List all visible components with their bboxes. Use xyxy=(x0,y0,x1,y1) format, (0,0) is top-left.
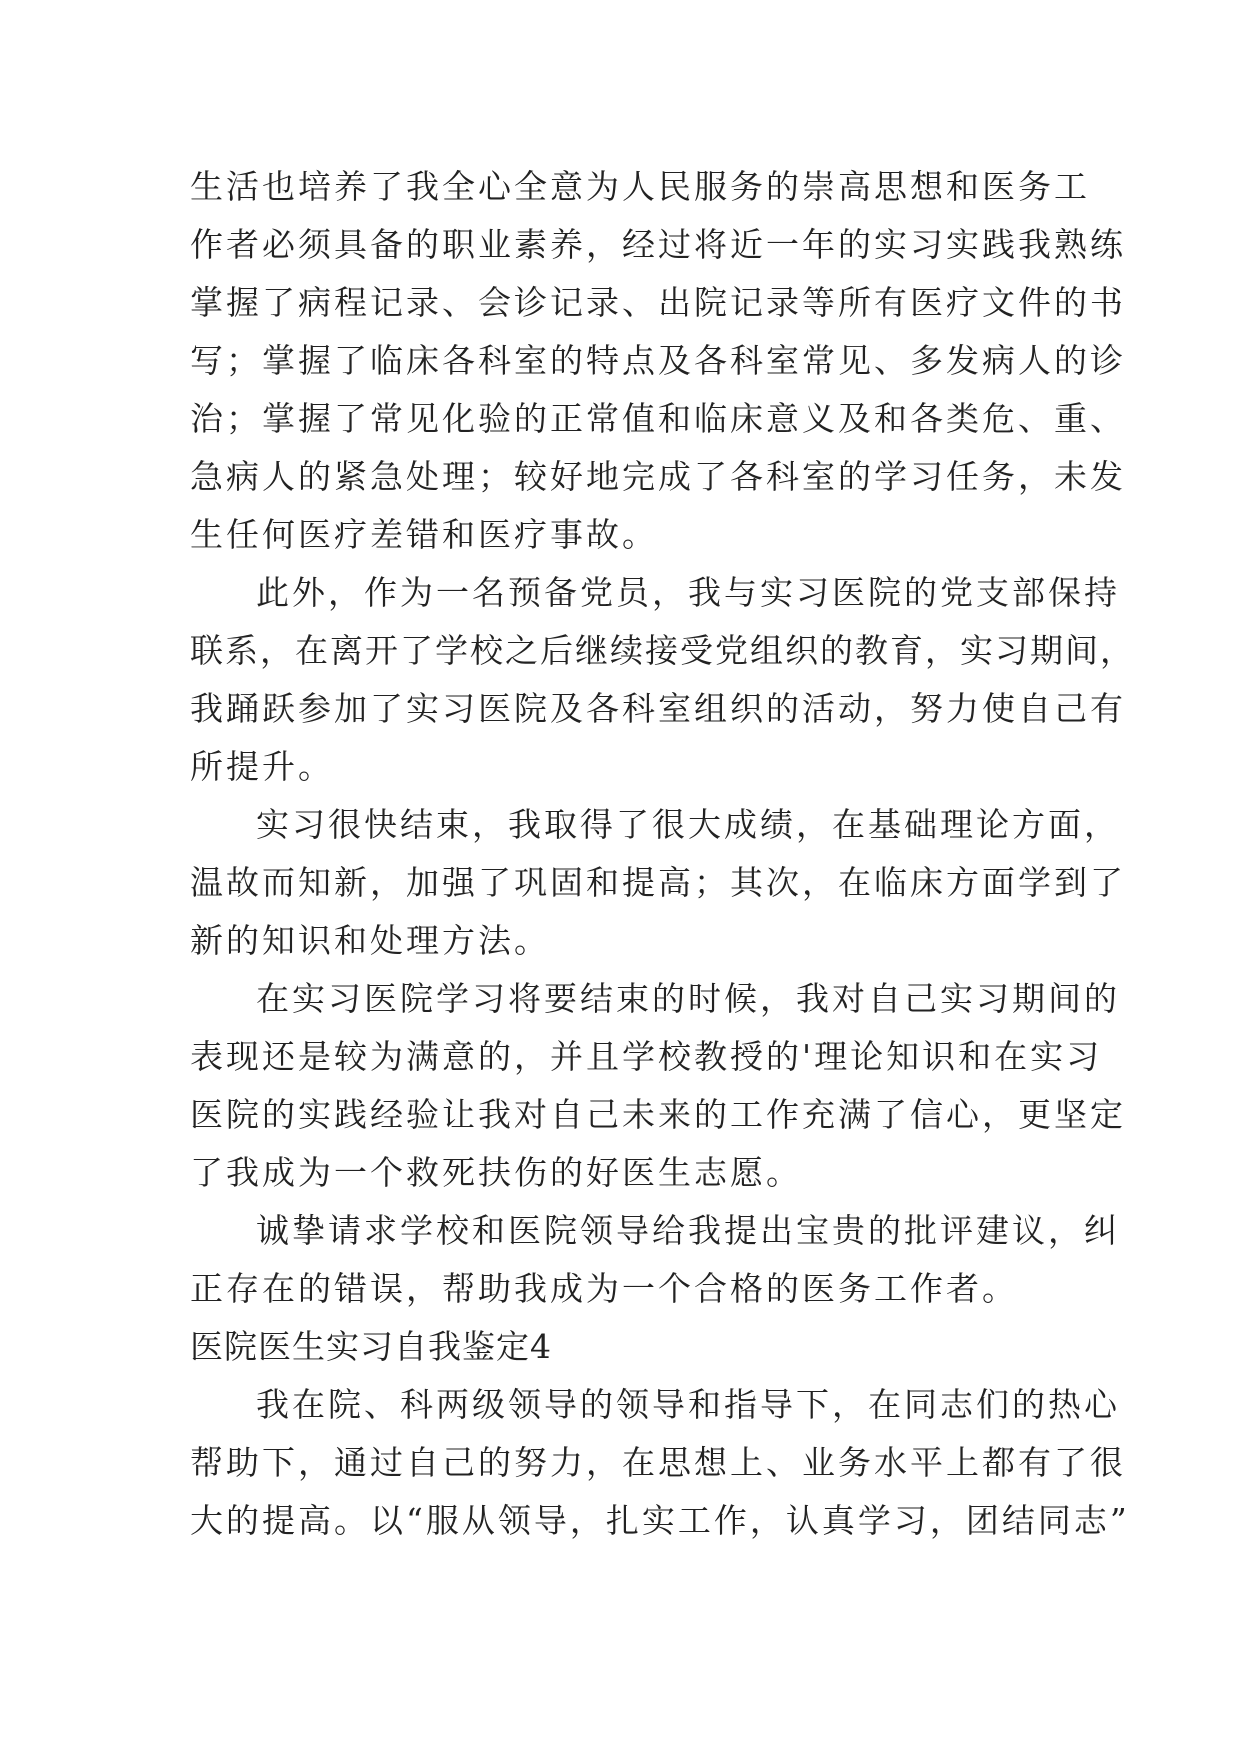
paragraph-line: 急病人的紧急处理；较好地完成了各科室的学习任务，未发 xyxy=(190,457,1126,496)
paragraph-line: 了我成为一个救死扶伤的好医生志愿。 xyxy=(190,1153,802,1192)
paragraph-first-line: 此外，作为一名预备党员，我与实习医院的党支部保持 xyxy=(256,573,1120,612)
paragraph-line: 写；掌握了临床各科室的特点及各科室常见、多发病人的诊 xyxy=(190,341,1126,380)
paragraph-line: 正存在的错误，帮助我成为一个合格的医务工作者。 xyxy=(190,1269,1018,1308)
paragraph-line: 生任何医疗差错和医疗事故。 xyxy=(190,515,658,554)
paragraph-line: 医院的实践经验让我对自己未来的工作充满了信心，更坚定 xyxy=(190,1095,1126,1134)
paragraph-first-line: 诚挚请求学校和医院领导给我提出宝贵的批评建议，纠 xyxy=(256,1211,1120,1250)
paragraph-line: 治；掌握了常见化验的正常值和临床意义及和各类危、重、 xyxy=(190,399,1126,438)
paragraph-line: 表现还是较为满意的，并且学校教授的'理论知识和在实习 xyxy=(190,1037,1103,1076)
paragraph-line: 掌握了病程记录、会诊记录、出院记录等所有医疗文件的书 xyxy=(190,283,1126,322)
paragraph-line: 我踊跃参加了实习医院及各科室组织的活动，努力使自己有 xyxy=(190,689,1126,728)
paragraph-line: 所提升。 xyxy=(190,747,334,786)
paragraph-line: 帮助下，通过自己的努力，在思想上、业务水平上都有了很 xyxy=(190,1443,1126,1482)
paragraph-line: 联系，在离开了学校之后继续接受党组织的教育，实习期间， xyxy=(190,631,1135,670)
paragraph-line: 新的知识和处理方法。 xyxy=(190,921,550,960)
paragraph-first-line: 在实习医院学习将要结束的时候，我对自己实习期间的 xyxy=(256,979,1120,1018)
section-heading: 医院医生实习自我鉴定4 xyxy=(190,1327,552,1366)
paragraph-line: 大的提高。以“服从领导，扎实工作，认真学习，团结同志” xyxy=(190,1501,1130,1540)
document-body xyxy=(190,158,1135,1550)
paragraph-line: 作者必须具备的职业素养，经过将近一年的实习实践我熟练 xyxy=(190,225,1126,264)
paragraph-line: 温故而知新，加强了巩固和提高；其次，在临床方面学到了 xyxy=(190,863,1126,902)
paragraph-line: 生活也培养了我全心全意为人民服务的崇高思想和医务工 xyxy=(190,167,1090,206)
paragraph-first-line: 我在院、科两级领导的领导和指导下，在同志们的热心 xyxy=(256,1385,1120,1424)
paragraph-first-line: 实习很快结束，我取得了很大成绩，在基础理论方面， xyxy=(256,805,1120,844)
